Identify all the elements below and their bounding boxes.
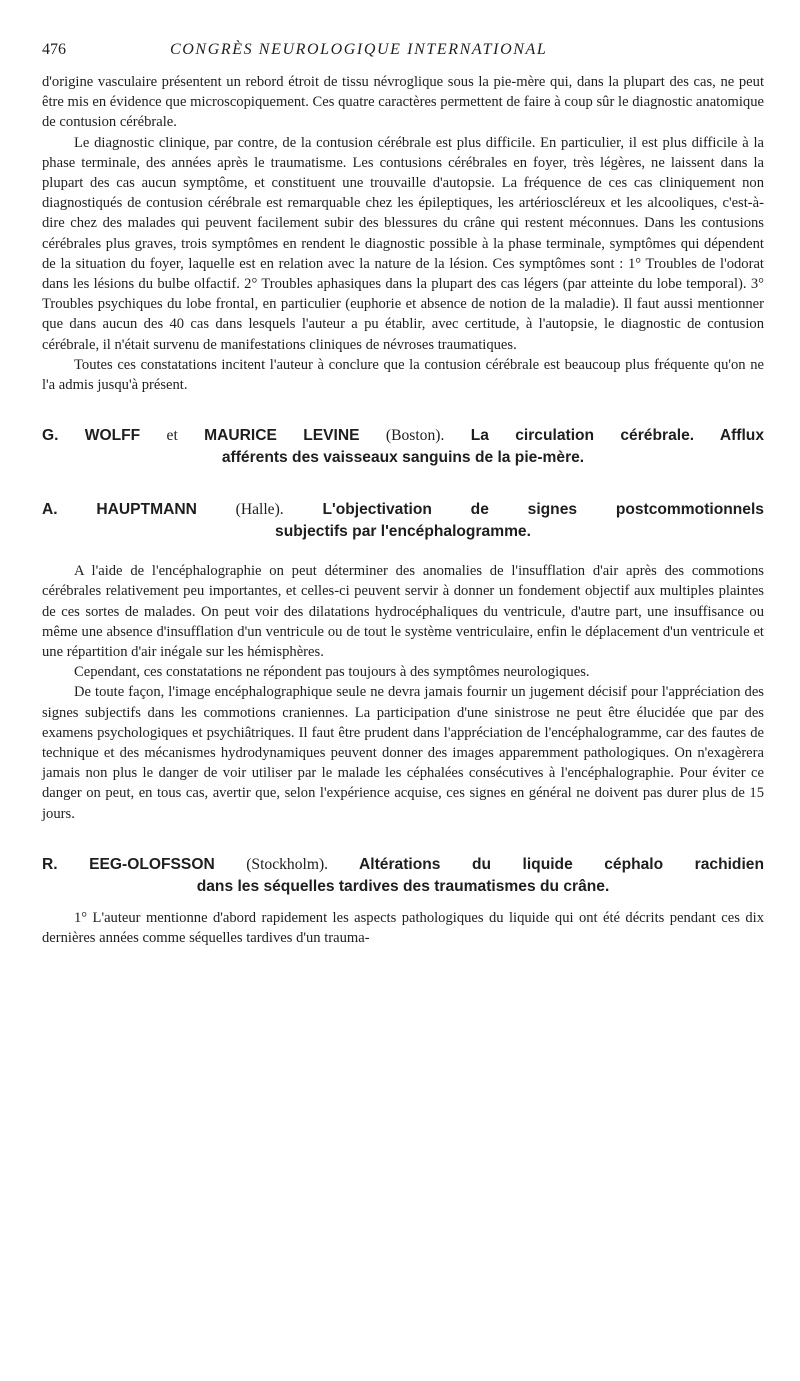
abstract-title-part1: Altérations du liquide céphalo rachidien [359, 855, 764, 873]
abstract-title-part1: La circulation cérébrale. Afflux [470, 427, 764, 445]
body-paragraph: De toute façon, l'image encéphalographique seule ne devra jamais fournir un jugement décisif pour l'appréciation des signes subjectifs dans les commotions craniennes. La participation d'une sinistrose ne peut être élucidée que par des examens psychologiques et psychiâtriques. Il faut être prudent dans l'appréciation de l'encéphalogramme, car des fautes de technique et des mécanismes hydrodynamiques peuvent donner des images apparemment pathologiques. On n'exagèrera jamais non plus le danger de voir utiliser par le malade les céphalées consécutives à l'encéphalographie. Pour éviter ce danger on peut, en tous cas, avertir que, selon l'expérience acquise, ces signes en général ne doivent pas durer plus de 15 jours. [42, 684, 764, 822]
body-paragraph: Toutes ces constatations incitent l'auteur à conclure que la contusion cérébrale est beaucoup plus fréquente qu'on ne l'a admis jusqu'à présent. [42, 356, 764, 394]
abstract-origin: (Halle). [235, 501, 284, 519]
body-paragraph: Cependant, ces constatations ne répondent pas toujours à des symptômes neurologiques. [74, 664, 590, 681]
abstract-authors: R. EEG-OLOFSSON [42, 855, 215, 873]
abstract-origin: (Boston). [385, 427, 445, 445]
abstract-title-part2: dans les séquelles tardives des traumatismes du crâne. [196, 877, 610, 895]
abstract-title-part1: L'objectivation de signes postcommotionnels [322, 501, 764, 519]
abstract-body [42, 561, 764, 824]
journal-title: CONGRÈS NEUROLOGIQUE INTERNATIONAL [170, 41, 548, 58]
abstract-authors: A. HAUPTMANN [42, 501, 197, 519]
body-paragraph: d'origine vasculaire présentent un rebord étroit de tissu névroglique sous la pie-mère qui, dans la plupart des cas, ne peut être mis en évidence que microscopiquement. Ces quatre caractères permettent de faire à coup sûr le diagnostic anatomique de contusion cérébrale. [42, 74, 764, 131]
running-head [42, 40, 764, 62]
abstract-title-part2: afférents des vaisseaux sanguins de la pie-mère. [221, 449, 585, 467]
intro-text [42, 72, 764, 395]
body-paragraph: 1° L'auteur mentionne d'abord rapidement les aspects pathologiques du liquide qui ont été décrits pendant ces dix dernières années comme séquelles tardives d'un trauma- [42, 909, 764, 947]
author-connector: et [166, 427, 178, 445]
abstract-authors-second: MAURICE LEVINE [204, 427, 360, 445]
page-number: 476 [42, 41, 66, 58]
body-paragraph: Le diagnostic clinique, par contre, de la contusion cérébrale est plus difficile. En particulier, il est plus difficile à la phase terminale, des années après le traumatisme. Les contusions cérébrales en foyer, très légères, ne laissent dans la plupart des cas aucun symptôme, et constituent une trouvaille d'autopsie. La fréquence de ces cas cliniquement non diagnostiqués de contusion cérébrale est remarquable chez les épileptiques, les artérioscléreux et les alcooliques, c'est-à-dire chez des malades qui peuvent facilement subir des blessures du crâne qui restent méconnues. Dans les contusions cérébrales plus graves, trois symptômes en rendent le diagnostic possible à la phase terminale, symptômes qui dépendent de la situation du foyer, laquelle est en relation avec la nature de la lésion. Ces symptômes sont : 1° Troubles de l'odorat dans les lésions du bulbe olfactif. 2° Troubles aphasiques dans la plupart des cas légers (par atteinte du lobe temporal). 3° Troubles psychiques du lobe frontal, en particulier (euphorie et absence de notion de la maladie). Il faut aussi mentionner que dans aucun des 40 cas dans lesquels l'auteur a pu établir, avec certitude, à l'autopsie, le diagnostic de contusion cérébrale, il n'était survenu de manifestations cliniques de névroses traumatiques. [42, 134, 764, 353]
body-paragraph: A l'aide de l'encéphalographie on peut déterminer des anomalies de l'insufflation d'air après des commotions cérébrales relativement peu importantes, et celles-ci peuvent servir à donner un fondement objectif aux multiples plaintes de ces sortes de malades. On peut voir des dilatations hydrocéphaliques du ventricule, d'autre part, une insuffisance ou même une absence d'insufflation d'un ventricule ou de tout le système ventriculaire, enfin le déplacement d'un ventricule et une répartition d'air inégale sur les hémisphères. [42, 563, 764, 661]
abstract-heading [42, 854, 764, 898]
abstract-authors: G. WOLFF [42, 427, 141, 445]
abstract-heading [42, 499, 764, 543]
abstract-origin: (Stockholm). [246, 855, 329, 873]
abstract-body [42, 908, 764, 948]
abstract-heading [42, 425, 764, 469]
abstract-title-part2: subjectifs par l'encéphalogramme. [275, 523, 531, 541]
